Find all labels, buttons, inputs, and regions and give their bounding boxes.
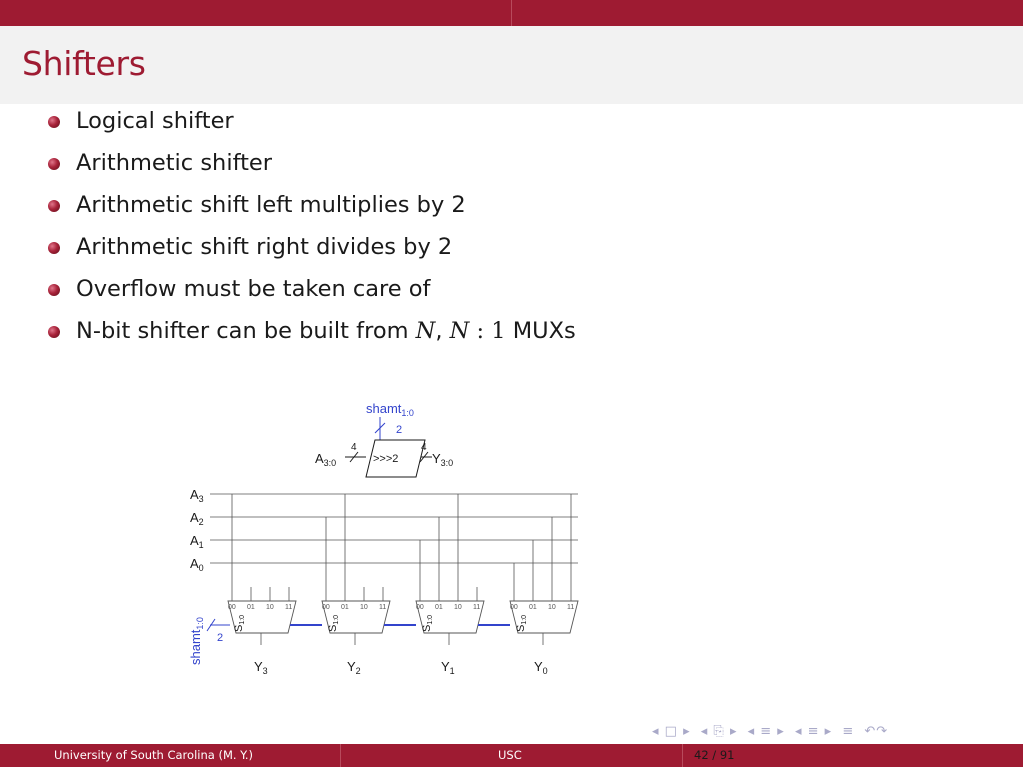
mux-select-label: S1:0 <box>233 614 246 632</box>
output-labels <box>254 659 548 676</box>
input-bus-label: $A_{3:0}$ <box>315 451 337 468</box>
beamer-nav[interactable] <box>652 724 893 739</box>
input-label-a2: $A_2$ <box>190 510 204 527</box>
bullet-item <box>48 230 576 272</box>
title-band <box>0 26 1023 104</box>
bullet-text: Overflow must be taken care of <box>76 276 431 302</box>
input-label-a1: $A_1$ <box>190 533 204 550</box>
mux-select-code: 11 <box>567 604 575 611</box>
bullet-item <box>48 104 576 146</box>
bullet-icon <box>48 200 60 212</box>
bullet-icon <box>48 284 60 296</box>
math-one: 1 <box>491 318 506 344</box>
shifter-diagram <box>170 393 590 683</box>
nav-section-icon[interactable]: ◂ ≡ ▸ <box>747 724 785 739</box>
shamt-width: 2 <box>396 424 403 436</box>
shifter-block-symbol <box>315 401 453 477</box>
mux-select-code: 10 <box>360 604 368 611</box>
math-colon: : <box>469 318 492 344</box>
bullet-icon <box>48 116 60 128</box>
bullet-text-prefix: N-bit shifter can be built from <box>76 318 416 344</box>
shamt-label: shamt$_{1:0}$ <box>366 401 414 418</box>
bullet-text: Arithmetic shift right divides by 2 <box>76 234 453 260</box>
slide-title: Shifters <box>22 44 146 83</box>
bullet-list <box>48 104 576 356</box>
output-label-y3: $Y_3$ <box>254 659 268 676</box>
footer-institution: USC <box>498 748 522 762</box>
mux-input-taps <box>232 494 571 601</box>
bullet-text: Logical shifter <box>76 108 234 134</box>
footer-bar <box>0 744 1023 767</box>
footer-page-number: 42 / 91 <box>694 748 735 762</box>
output-label-y2: $Y_2$ <box>347 659 361 676</box>
nav-subsection-icon[interactable]: ◂ ⎘ ▸ <box>700 724 738 739</box>
bullet-text: Arithmetic shifter <box>76 150 273 176</box>
mux-select-code: 01 <box>341 604 349 611</box>
output-label-y0: $Y_0$ <box>534 659 548 676</box>
header-divider <box>511 0 512 26</box>
input-labels <box>190 487 204 573</box>
bullet-comma: , <box>435 318 450 344</box>
bullet-icon <box>48 242 60 254</box>
header-bar <box>0 0 1023 26</box>
nav-frame-icon[interactable]: ◂ □ ▸ <box>652 724 691 739</box>
bullet-item <box>48 314 576 356</box>
mux-select-code: 00 <box>322 604 330 611</box>
output-bus-width: 4 <box>421 442 427 453</box>
mux-select-code: 01 <box>435 604 443 611</box>
mux-select-code: 11 <box>285 604 293 611</box>
math-n: N <box>415 318 436 344</box>
bullet-item <box>48 272 576 314</box>
output-label-y1: $Y_1$ <box>441 659 455 676</box>
input-rails <box>210 494 578 563</box>
footer-divider <box>340 744 341 767</box>
bullet-icon <box>48 158 60 170</box>
mux-select-code: 11 <box>473 604 481 611</box>
mux-array <box>228 601 578 645</box>
select-bus-width: 2 <box>217 632 224 644</box>
input-label-a0: $A_0$ <box>190 556 204 573</box>
mux-select-label: S1:0 <box>327 614 340 632</box>
mux-select-code: 10 <box>548 604 556 611</box>
mux-select-label: S1:0 <box>515 614 528 632</box>
select-bus-label: shamt$_{1:0}$ <box>188 617 205 665</box>
mux-select-label: S1:0 <box>421 614 434 632</box>
mux-select-code: 01 <box>529 604 537 611</box>
mux-select-code: 11 <box>379 604 387 611</box>
mux-select-code: 01 <box>247 604 255 611</box>
output-bus-label: $Y_{3:0}$ <box>432 451 454 468</box>
bullet-text: Arithmetic shift left multiplies by 2 <box>76 192 466 218</box>
bullet-item <box>48 188 576 230</box>
mux-select-code: 10 <box>454 604 462 611</box>
bullet-icon <box>48 326 60 338</box>
mux-select-code: 00 <box>228 604 236 611</box>
shifter-op-label: >>>2 <box>373 453 399 465</box>
bullet-text-suffix: MUXs <box>505 318 576 344</box>
mux-select-code: 00 <box>510 604 518 611</box>
math-n: N <box>449 318 470 344</box>
nav-search-back-icon[interactable]: ↶↷ <box>864 724 889 739</box>
footer-divider <box>682 744 683 767</box>
bullet-item <box>48 146 576 188</box>
input-bus-width: 4 <box>351 442 357 453</box>
nav-subsection-list-icon[interactable]: ◂ ≡ ▸ <box>794 724 833 739</box>
input-label-a3: $A_3$ <box>190 487 204 504</box>
mux-select-code: 00 <box>416 604 424 611</box>
footer-author: University of South Carolina (M. Y.) <box>54 748 254 762</box>
mux-select-code: 10 <box>266 604 274 611</box>
nav-toc-icon[interactable]: ≡ <box>842 724 855 739</box>
